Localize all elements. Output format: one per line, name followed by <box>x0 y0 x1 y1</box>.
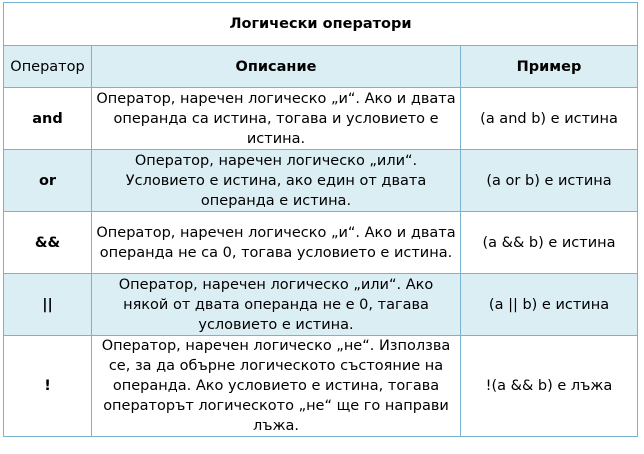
operator-cell: || <box>4 274 92 336</box>
table-title-row <box>4 3 638 46</box>
example-cell: (a || b) е истина <box>461 274 638 336</box>
description-cell: Оператор, наречен логическо „и“. Ако и двата операнда не са 0, тогава условието е истина. <box>92 212 461 274</box>
table-row <box>4 212 638 274</box>
header-description: Описание <box>92 46 461 88</box>
example-cell: (a && b) е истина <box>461 212 638 274</box>
operator-cell: && <box>4 212 92 274</box>
description-cell: Оператор, наречен логическо „и“. Ако и двата операнда са истина, тогава и условието е истина. <box>92 88 461 150</box>
table-header-row <box>4 46 638 88</box>
header-example: Пример <box>461 46 638 88</box>
operator-cell: and <box>4 88 92 150</box>
operator-cell: or <box>4 150 92 212</box>
operators-table-wrapper <box>3 2 638 437</box>
description-cell: Оператор, наречен логическо „не“. Използва се, за да обърне логическото състояние на операнда. Ако условието е истина, тогава операторът логическото „не“ ще го направи лъжа. <box>92 336 461 437</box>
example-cell: (a and b) е истина <box>461 88 638 150</box>
description-cell: Оператор, наречен логическо „или“. Ако някой от двата операнда не е 0, тагава условието е истина. <box>92 274 461 336</box>
table-row <box>4 274 638 336</box>
table-row <box>4 150 638 212</box>
example-cell: (a or b) е истина <box>461 150 638 212</box>
table-title: Логически оператори <box>4 3 638 46</box>
header-operator: Оператор <box>4 46 92 88</box>
table-row <box>4 336 638 437</box>
description-cell: Оператор, наречен логическо „или“. Условието е истина, ако един от двата операнда е истина. <box>92 150 461 212</box>
operator-cell: ! <box>4 336 92 437</box>
example-cell: !(a && b) е лъжа <box>461 336 638 437</box>
table-row <box>4 88 638 150</box>
logical-operators-table <box>3 2 638 437</box>
